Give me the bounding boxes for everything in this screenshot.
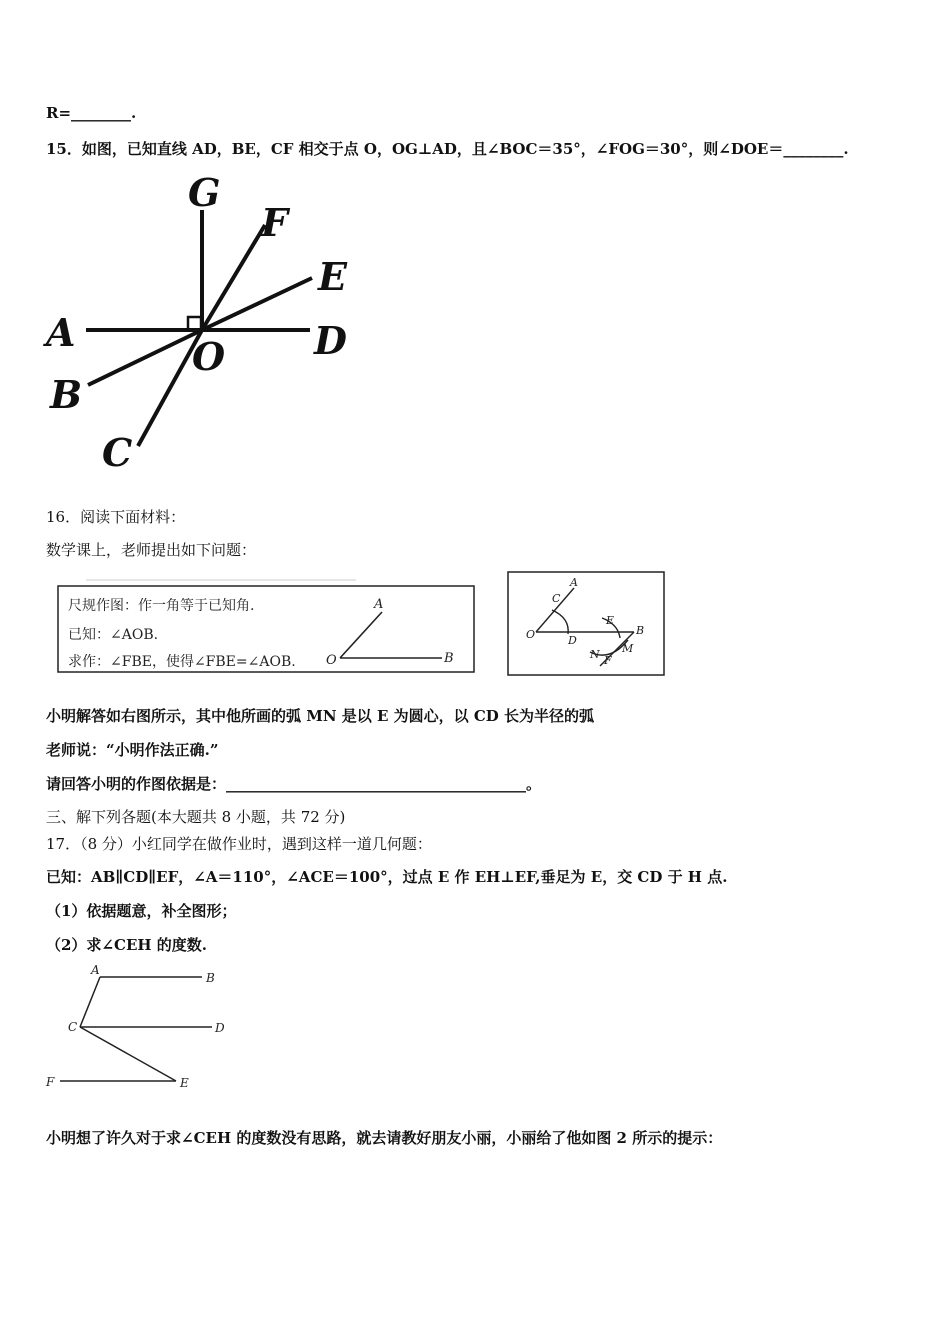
ans-label-e: E — [606, 614, 615, 627]
section-3-heading: 三、解下列各题(本大题共 8 小题，共 72 分) — [46, 808, 346, 826]
label-d: D — [314, 318, 347, 363]
q17-label-c: C — [68, 1020, 78, 1034]
q16-teacher: 老师说：“小明作法正确.” — [46, 741, 219, 759]
q17-part1: （1）依据题意，补全图形； — [46, 902, 237, 920]
q17-label-a: A — [91, 963, 100, 977]
q16-solution: 小明解答如右图所示，其中他所画的弧 MN 是以 E 为圆心，以 CD 长为半径的弧 — [46, 707, 595, 725]
q16-problem-box — [56, 578, 480, 678]
box-label-b: B — [444, 651, 454, 666]
box-line-2: 已知：∠AOB. — [68, 627, 159, 643]
ans-label-o: O — [526, 628, 536, 641]
q15-figure — [40, 170, 360, 475]
question-16-title: 16．阅读下面材料： — [46, 508, 186, 526]
label-g: G — [188, 170, 221, 215]
ans-label-f: F — [604, 654, 612, 667]
q17-label-d: D — [215, 1021, 225, 1035]
q17-label-f: F — [46, 1075, 55, 1089]
q17-hint: 小明想了许久对于求∠CEH 的度数没有思路，就去请教好朋友小丽，小丽给了他如图 2 所示的提示： — [46, 1129, 723, 1147]
q16-answer-figure — [506, 570, 668, 678]
label-c: C — [102, 430, 133, 475]
label-e: E — [318, 254, 347, 299]
box-line-3: 求作：∠FBE，使得∠FBE=∠AOB. — [68, 654, 296, 670]
label-o: O — [192, 334, 226, 379]
ans-label-a: A — [570, 576, 578, 589]
ans-label-c: C — [552, 592, 561, 605]
q17-label-e: E — [180, 1076, 189, 1090]
label-a: A — [46, 310, 76, 355]
q17-part2: （2）求∠CEH 的度数. — [46, 936, 207, 954]
label-f: F — [261, 200, 288, 245]
question-17-title: 17．（8 分）小红同学在做作业时，遇到这样一道几何题： — [46, 835, 432, 853]
label-b: B — [50, 372, 83, 417]
question-15-text: 15．如图，已知直线 AD，BE，CF 相交于点 O，OG⊥AD，且∠BOC＝35°，∠FOG＝30°，则∠DOE＝________. — [46, 140, 849, 158]
ans-label-m: M — [622, 642, 634, 655]
ans-label-b: B — [636, 624, 645, 637]
ans-label-n: N — [590, 648, 600, 661]
box-label-o: O — [326, 653, 337, 668]
ans-label-d: D — [568, 634, 577, 647]
q17-label-b: B — [206, 971, 215, 985]
q16-ask: 请回答小明的作图依据是：________________________________________。 — [46, 775, 542, 793]
box-label-a: A — [374, 597, 384, 612]
q17-given: 已知：AB∥CD∥EF，∠A＝110°，∠ACE＝100°，过点 E 作 EH⊥EF,垂足为 E，交 CD 于 H 点. — [46, 868, 728, 886]
box-line-1: 尺规作图：作一角等于已知角. — [68, 598, 255, 614]
question-16-intro: 数学课上，老师提出如下问题： — [46, 541, 257, 559]
answer-blank-r: R=________. — [46, 104, 137, 122]
q17-figure — [40, 960, 240, 1095]
